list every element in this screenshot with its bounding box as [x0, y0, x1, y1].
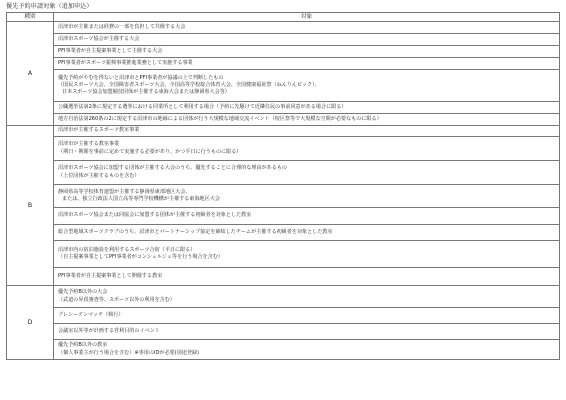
target-text-line: 優先予約B以外の教室	[58, 342, 108, 349]
target-cell	[54, 137, 560, 161]
target-cell	[54, 208, 560, 225]
table-row	[7, 137, 560, 161]
table-row	[7, 308, 560, 324]
table-row	[7, 58, 560, 70]
table-header-row	[7, 13, 560, 22]
table-row	[7, 225, 560, 241]
target-cell	[54, 185, 560, 208]
target-cell	[54, 324, 560, 340]
table-row	[7, 340, 560, 360]
priority-reservation-table	[6, 12, 560, 360]
target-text-line: 公職選挙法第2条に規定する選挙における同業所として利用する場合（予約に先駆けて近隣住民の事前同意がある場合に限る）	[58, 103, 347, 110]
table-row	[7, 22, 560, 34]
table-row	[7, 185, 560, 208]
table-row	[7, 268, 560, 286]
target-cell	[54, 46, 560, 58]
target-cell	[54, 114, 560, 126]
table-row	[7, 102, 560, 114]
target-text-line: （自主提案事業としてPFI事業者がコンシェルジュ等を行う場合を含む）	[58, 254, 223, 260]
target-cell	[54, 102, 560, 114]
category-cell: B	[7, 126, 54, 286]
table-row	[7, 208, 560, 225]
target-text-line: 沼津市内の宿泊施設を利用するスポーツ合宿（平日に限る）	[58, 246, 196, 253]
category-cell: D	[7, 286, 54, 360]
target-text-line: 優先予約B以外の大会	[58, 289, 108, 296]
target-text-line: 沼津市スポーツ協会または同協会に加盟する団体が主催する初級者を対象とした教室	[58, 212, 252, 219]
table-row	[7, 126, 560, 137]
target-text-line: 優先予約がやむを得ないと沼津市とPFI事業者が協議の上で判断したもの	[58, 74, 224, 81]
target-cell	[54, 58, 560, 70]
target-text-line: PFI事業者がスポーツ振興事業推進業務として実施する事業	[58, 59, 193, 66]
target-text-line: 地方自治法第260条の2に規定する沼津市の地縁による団体が行う大規模な地域交流イベント（校区祭等で大規模な空間が必要なものに限る）	[58, 115, 382, 122]
target-cell	[54, 34, 560, 46]
target-text-line: 総合型地域スポーツクラブのうち、沼津市とパートナーシップ協定を締結したチームが主催する初級者を対象とした教室	[58, 228, 333, 235]
category-cell: A	[7, 22, 54, 126]
header-category: 種別	[7, 13, 54, 22]
target-cell	[54, 340, 560, 360]
target-cell	[54, 126, 560, 137]
header-target: 対象	[54, 13, 560, 22]
target-cell	[54, 241, 560, 268]
target-text-line: 沼津市スポーツ協会が主催する大会	[58, 35, 140, 42]
target-cell	[54, 308, 560, 324]
target-text-line: PFI事業者が自主提案事業として開催する教室	[58, 272, 163, 279]
table-row	[7, 161, 560, 185]
target-text-line: （個人事業主が行う場合を含む）※専用のIDが必要(別途登録)	[58, 349, 200, 356]
target-text-line: プレシーズンマッチ（興行）	[58, 311, 124, 318]
table-row	[7, 286, 560, 308]
target-text-line: 日本スポーツ協会加盟競技団体が主催する東海大会または静岡県大会等）	[62, 89, 230, 96]
target-text-line: または、独立行政法人国立高等専門学校機構が主催する東海地区大会	[62, 196, 220, 202]
target-text-line: 沼津市スポーツ協会に加盟する団体が主催する大会のうち、優先することに合理的な理由があるもの	[58, 165, 288, 172]
target-text-line: 会議室以外等が計画する営利目的のイベント	[58, 327, 160, 334]
target-text-line: 沼津市が主催または経費の一部を負担して共催する大会	[58, 23, 186, 30]
target-cell	[54, 70, 560, 102]
table-row	[7, 70, 560, 102]
target-text-line: （期日・期間を事前に定めて実施する必要があり、かつ平日に行うものに限る）	[58, 148, 242, 155]
target-text-line: PFI事業者が自主提案事業として主催する大会	[58, 47, 163, 54]
target-cell	[54, 286, 560, 308]
target-text-line: （国民スポーツ大会、全国障害者スポーツ大会、全国高等学校総合体育大会、全国健康福祉祭（ねんりんピック）、	[58, 81, 320, 88]
target-text-line: 沼津市が主催する教室事業	[58, 141, 120, 148]
table-body	[7, 22, 560, 360]
target-text-line: 沼津市が主催するスポーツ教室事業	[58, 127, 140, 134]
table-row	[7, 34, 560, 46]
target-text-line: 静岡県高等学校体育連盟が主催する静岡県東部地区大会、	[58, 188, 191, 195]
table-row	[7, 114, 560, 126]
table-row	[7, 324, 560, 340]
target-cell	[54, 225, 560, 241]
table-row	[7, 46, 560, 58]
target-cell	[54, 268, 560, 286]
target-text-line: （武道の昇段審査等、スポーツ以外の利用を含む）	[58, 296, 175, 303]
target-cell	[54, 161, 560, 185]
table-row	[7, 241, 560, 268]
target-cell	[54, 22, 560, 34]
target-text-line: （上位団体が主催するものを含む）	[58, 172, 140, 179]
page-title: 優先予約申請対象（追加申込）	[6, 3, 93, 10]
